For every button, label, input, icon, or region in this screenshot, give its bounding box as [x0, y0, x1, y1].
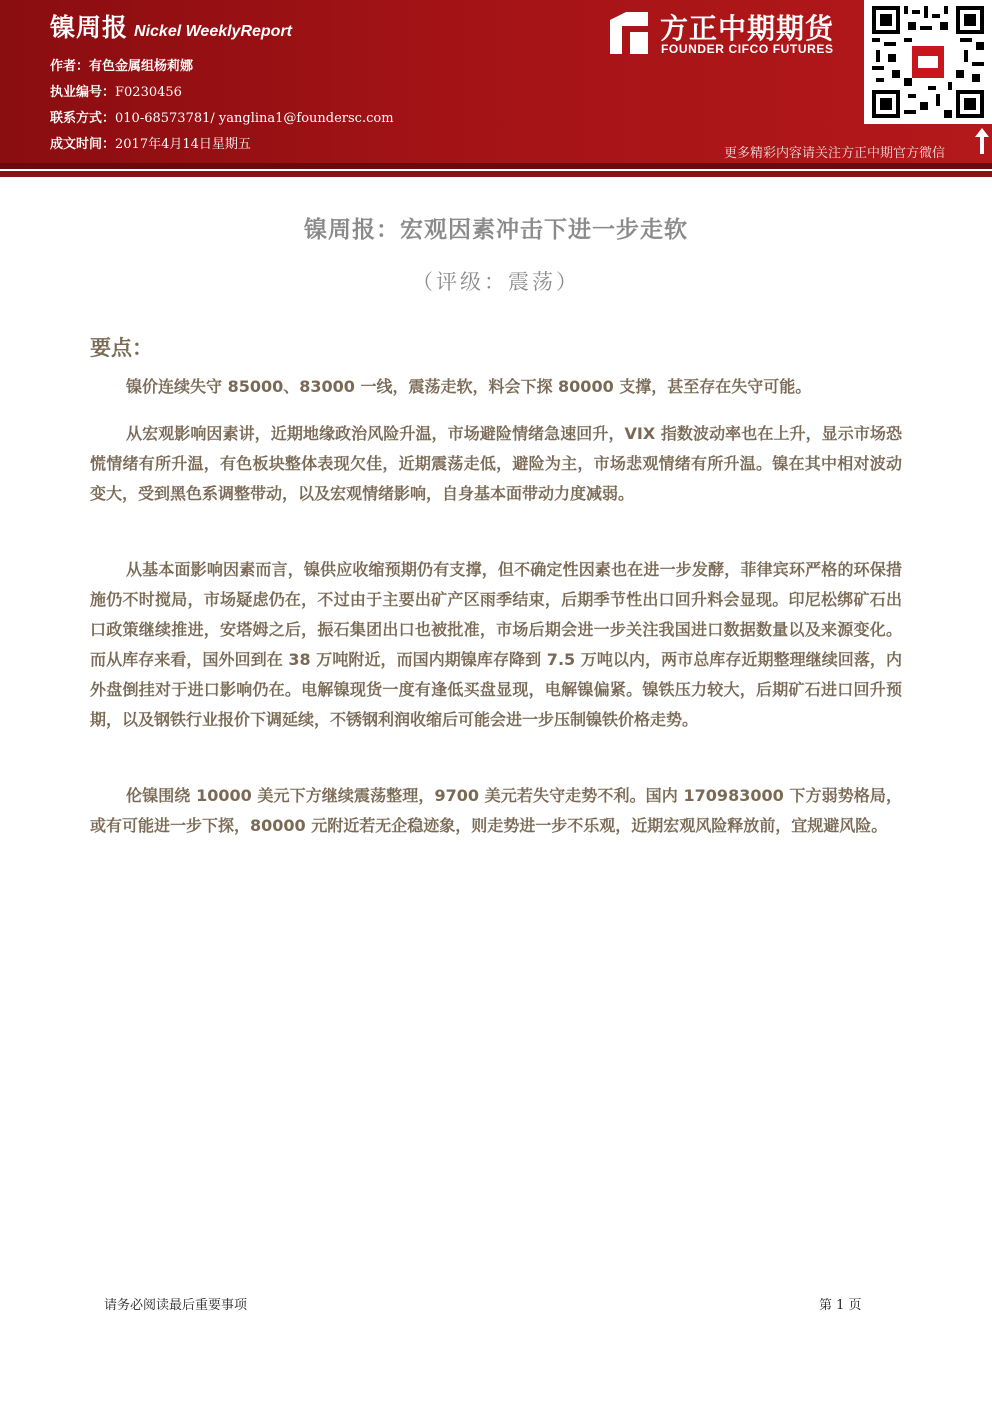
- footer-notice: 请务必阅读最后重要事项: [104, 1298, 248, 1313]
- report-title: [50, 8, 292, 44]
- header-divider: [0, 171, 992, 177]
- license-line: [50, 81, 182, 100]
- paragraph-outlook: 伦镍围绕 10000 美元下方继续震荡整理，9700 美元若失守走势不利。国内 170983000 下方弱势格局，或有可能进一步下探，80000 元附近若无企稳迹象，则走势进一步不乐观，近期宏观风险释放前，宜规避风险。: [90, 786, 902, 835]
- report-name-cn: 镍周报: [50, 13, 129, 42]
- header-banner: [0, 0, 992, 163]
- contact-label: 联系方式：: [50, 111, 116, 126]
- document-title: 镍周报：宏观因素冲击下进一步走软: [304, 217, 688, 243]
- header-divider-dark: [0, 163, 992, 169]
- arrow-up-icon: [975, 128, 989, 154]
- report-name-en: Nickel WeeklyReport: [134, 23, 293, 40]
- license-label: 执业编号：: [50, 85, 116, 100]
- company-name-en: FOUNDER CIFCO FUTURES: [661, 42, 834, 56]
- document-rating: （评级：震荡）: [412, 270, 580, 294]
- author-line: [50, 55, 193, 74]
- company-logo: [604, 10, 854, 60]
- date-value: 2017年4月14日星期五: [115, 137, 251, 152]
- paragraph-macro: 从宏观影响因素讲，近期地缘政治风险升温，市场避险情绪急速回升，VIX 指数波动率也在上升，显示市场恐慌情绪有所升温，有色板块整体表现欠佳，近期震荡走低，避险为主，市场悲观情绪有所升温。镍在其中相对波动变大，受到黑色系调整带动，以及宏观情绪影响，自身基本面带动力度减弱。: [90, 424, 902, 503]
- license-value: F0230456: [115, 85, 182, 100]
- contact-line: [50, 107, 394, 126]
- founder-logo-icon: [604, 10, 650, 56]
- author-value: 有色金属组杨莉娜: [89, 59, 194, 74]
- key-points-heading: 要点：: [90, 336, 153, 360]
- page-number: 第 1 页: [819, 1298, 862, 1313]
- contact-value[interactable]: 010-68573781/ yanglina1@foundersc.com: [115, 111, 394, 126]
- company-name-cn: 方正中期期货: [660, 12, 835, 45]
- wechat-follow-note: 更多精彩内容请关注方正中期官方微信: [724, 146, 946, 161]
- date-label: 成文时间：: [50, 137, 116, 152]
- paragraph-summary: 镍价连续失守 85000、83000 一线，震荡走软，料会下探 80000 支撑，甚至存在失守可能。: [126, 377, 812, 396]
- qr-code-icon: [872, 6, 984, 118]
- author-label: 作者：: [50, 59, 90, 74]
- date-line: [50, 133, 251, 152]
- paragraph-fundamentals: 从基本面影响因素而言，镍供应收缩预期仍有支撑，但不确定性因素也在进一步发酵，菲律宾环严格的环保措施仍不时搅局，市场疑虑仍在，不过由于主要出矿产区雨季结束，后期季节性出口回升料会显现。印尼松绑矿石出口政策继续推进，安塔姆之后，振石集团出口也被批准，市场后期会进一步关注我国进口数据数量以及来源变化。而从库存来看，国外回到在 38 万吨附近，而国内期镍库存降到 7.5 万吨以内，两市总库存近期整理继续回落，内外盘倒挂对于进口影响仍在。电解镍现货一度有逢低买盘显现，电解镍偏紧。镍铁压力较大，后期矿石进口回升预期，以及钢铁行业报价下调延续，不锈钢利润收缩后可能会进一步压制镍铁价格走势。: [90, 560, 902, 729]
- wechat-qr-code: [864, 0, 992, 124]
